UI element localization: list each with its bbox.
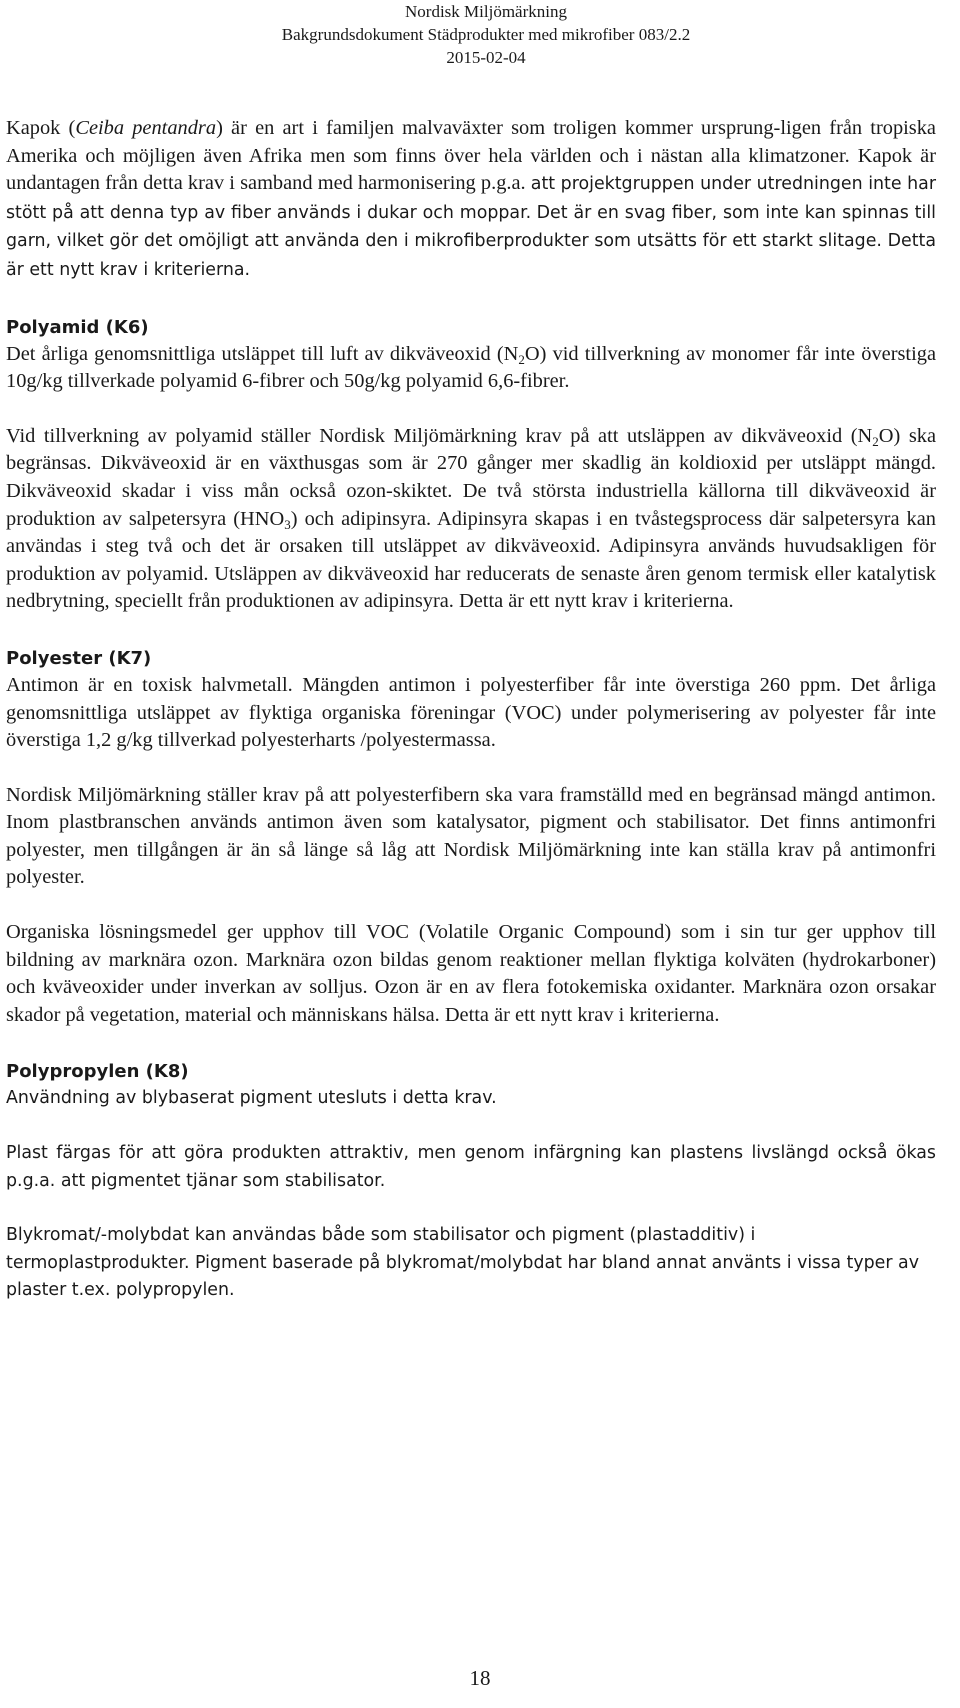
polyester-requirement-paragraph: Antimon är en toxisk halvmetall. Mängden antimon i polyesterfiber får inte överstiga 260 ppm. Det årliga genomsnittliga utsläppet av flyktiga organiska föreningar (VOC) under polymerisering av polyester får inte överstiga 1,2 g/kg tillverkad polyesterharts /polyestermassa. — [6, 673, 936, 752]
page-number: 18 — [469, 1666, 491, 1690]
polypropylen-requirement-paragraph: Användning av blybaserat pigment utesluts i detta krav. — [6, 1088, 497, 1109]
polyester-voc-paragraph: Organiska lösningsmedel ger upphov till VOC (Volatile Organic Compound) som i sin tur ger upphov till bildning av marknära ozon. Marknära ozon bildas genom reaktioner mellan flyktiga kolväten (hydrokarboner) och kväveoxider under inverkan av solljus. Ozon är en av flera fotokemiska oxidanter. Marknära ozon orsakar skador på vegetation, material och människans hälsa. Detta är ett nytt krav i kriterierna. — [6, 921, 936, 1026]
header-organization: Nordisk Miljömärkning — [405, 2, 567, 21]
header-document-title: Bakgrundsdokument Städprodukter med mikrofiber 083/2.2 — [281, 25, 691, 44]
document-page — [6, 0, 936, 1305]
section-heading-polyamid: Polyamid (K6) — [6, 316, 149, 338]
document-header — [36, 0, 936, 69]
polypropylen-leadchromate-paragraph: Blykromat/-molybdat kan användas både som stabilisator och pigment (plastadditiv) i termoplastprodukter. Pigment baserade på blykromat/molybdat har bland annat använts i vissa typer av plaster t.ex. polypropylen. — [6, 1225, 919, 1301]
polyamid-requirement-paragraph: Det årliga genomsnittliga utsläppet till luft av dikväveoxid $(N_2O)$ vid tillverkning av monomer får inte överstiga 10g/kg tillverkade polyamid 6-fibrer och 50g/kg polyamid 6,6-fibrer. — [6, 342, 936, 393]
section-heading-polyester: Polyester (K7) — [6, 647, 152, 669]
polyamid-background-paragraph: Vid tillverkning av polyamid ställer Nordisk Miljömärkning krav på att utsläppen av dikväveoxid $(N_2O)$ ska begränsas. Dikväveoxid är en växthusgas som är 270 gånger mer skadlig än koldioxid per utsläppt mängd. Dikväveoxid skadar i viss mån också ozon-skiktet. De två största industriella källorna till dikväveoxid är produktion av salpetersyra $(HNO_3)$ och adipinsyra. Adipinsyra skapas i en tvåstegsprocess där salpetersyra kan användas i steg två och det är orsaken till utsläppet av dikväveoxid. Adipinsyra används huvudsakligen för produktion av polyamid. Utsläppen av dikväveoxid har reducerats de senaste åren genom termisk eller katalytisk nedbrytning, speciellt från produktionen av adipinsyra. Detta är ett nytt krav i kriterierna. — [6, 424, 936, 613]
header-date: 2015-02-04 — [446, 48, 526, 67]
polypropylen-background-paragraph: Plast färgas för att göra produkten attraktiv, men genom infärgning kan plastens livslängd också ökas p.g.a. att pigmentet tjänar som stabilisator. — [6, 1143, 936, 1191]
document-body — [6, 115, 936, 1305]
section-heading-polypropylen: Polypropylen (K8) — [6, 1061, 189, 1083]
polyester-antimony-paragraph: Nordisk Miljömärkning ställer krav på att polyesterfibern ska vara framställd med en begränsad mängd antimon. Inom plastbranschen används antimon även som katalysator, pigment och stabilisator. Det finns antimonfri polyester, men tillgången är än så länge så låg att Nordisk Miljömärkning inte kan ställa krav på antimonfri polyester. — [6, 783, 936, 889]
kapok-paragraph: Kapok (Ceiba pentandra) är en art i familjen malvaväxter som troligen kommer ursprung-ligen från tropiska Amerika och möjligen även Afrika men som finns över hela världen och i nästan alla klimatzoner. Kapok är undantagen från detta krav i samband med harmonisering p.g.a. att projektgruppen under utredningen inte har stött på att denna typ av fiber används i dukar och moppar. Det är en svag fiber, som inte kan spinnas till garn, vilket gör det omöjligt att använda den i mikrofiberprodukter som utsätts för ett starkt slitage. Detta är ett nytt krav i kriterierna. — [6, 117, 936, 280]
